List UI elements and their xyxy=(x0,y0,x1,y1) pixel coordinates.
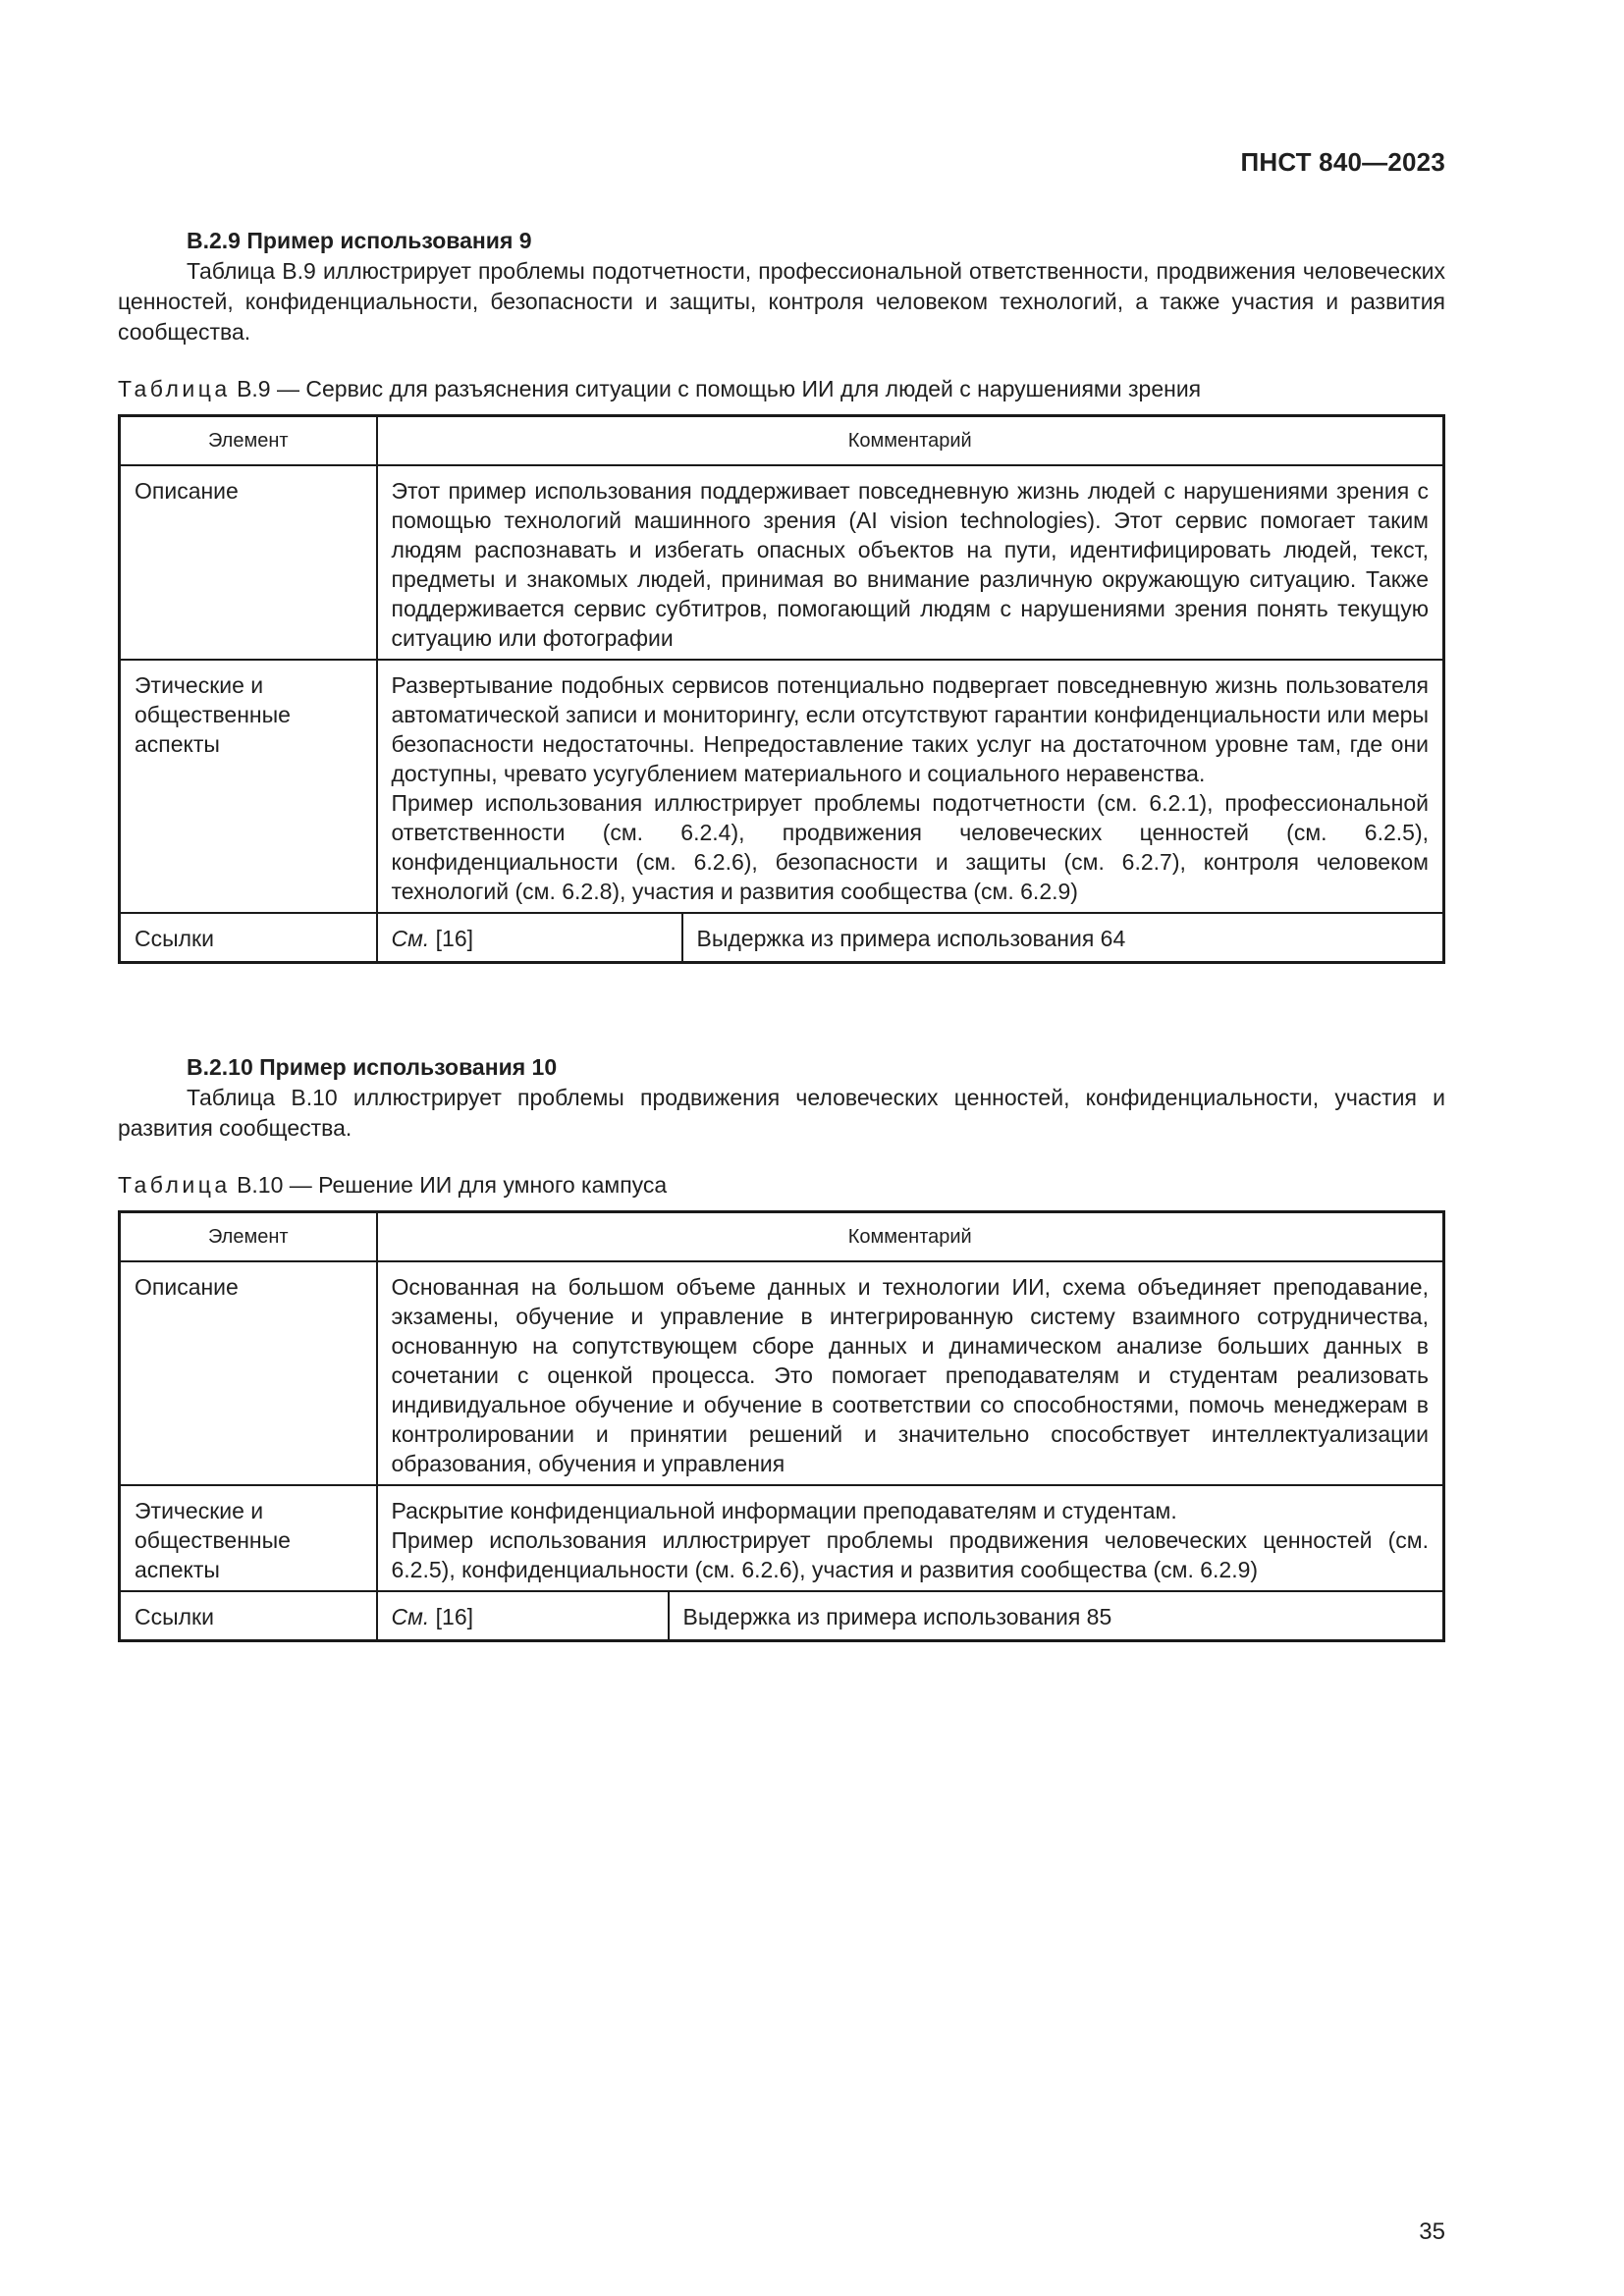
row-label: Ссылки xyxy=(120,1591,377,1641)
references-cell xyxy=(377,913,1444,963)
table-caption xyxy=(118,374,1445,404)
row-paragraph: Развертывание подобных сервисов потенциально подвергает повседневную жизнь пользователя автоматической записи и мониторингу, если отсутствуют гарантии конфиденциальности или меры безопасности недостаточны. Непредоставление таких услуг на достаточном уровне там, где они доступны, чревато усугублением материального и социального неравенства. xyxy=(391,672,1429,786)
table-caption-label: Таблица xyxy=(118,376,231,401)
section-intro: Таблица В.10 иллюстрирует проблемы продвижения человеческих ценностей, конфиденциальности, участия и развития сообщества. xyxy=(118,1085,1445,1141)
row-text xyxy=(377,1485,1444,1591)
reference-note: Выдержка из примера использования 85 xyxy=(669,1592,1443,1639)
reference-see: См. xyxy=(391,1604,430,1629)
row-label: Ссылки xyxy=(120,913,377,963)
table-row xyxy=(120,660,1444,913)
col-header-comment: Комментарий xyxy=(377,1212,1444,1262)
row-label: Этические и общественные аспекты xyxy=(120,1485,377,1591)
table-caption xyxy=(118,1170,1445,1201)
reference-source xyxy=(378,914,682,961)
section-heading: В.2.10 Пример использования 10 xyxy=(187,1054,558,1080)
row-label: Описание xyxy=(120,465,377,660)
page-number: 35 xyxy=(1419,2218,1445,2245)
section-b-2-10 xyxy=(118,1052,1445,1642)
table-row xyxy=(120,1261,1444,1485)
row-text: Основанная на большом объеме данных и технологии ИИ, схема объединяет преподавание, экзамены, обучение и управление в интегрированную систему взаимного сотрудничества, основанную на сопутствующем сборе данных и динамическом анализе больших данных в сочетании с оценкой процесса. Это помогает преподавателям и студентам реализовать индивидуальное обучение и обучение в соответствии со способностями, помочь менеджерам в контролировании и принятии решений и значительно способствует интеллектуализации образования, обучения и управления xyxy=(377,1261,1444,1485)
document-id: ПНСТ 840—2023 xyxy=(1240,147,1445,177)
table-row xyxy=(120,465,1444,660)
reference-number: [16] xyxy=(435,926,474,951)
table-header-row xyxy=(120,1212,1444,1262)
references-cell xyxy=(377,1591,1444,1641)
table-caption-text: В.9 — Сервис для разъяснения ситуации с помощью ИИ для людей с нарушениями зрения xyxy=(237,376,1202,401)
table-row xyxy=(120,913,1444,963)
reference-number: [16] xyxy=(435,1604,474,1629)
row-paragraph: Пример использования иллюстрирует проблемы подотчетности (см. 6.2.1), профессиональной ответственности (см. 6.2.4), продвижения человеческих ценностей (см. 6.2.5), конфиденциальности (см. 6.2.6), безопасности и защиты (см. 6.2.7), контроля человеком технологий (см. 6.2.8), участия и развития сообщества (см. 6.2.9) xyxy=(391,790,1429,904)
col-header-element: Элемент xyxy=(120,416,377,466)
table-row xyxy=(120,1485,1444,1591)
table-b10 xyxy=(118,1210,1445,1642)
reference-see: См. xyxy=(391,926,430,951)
col-header-comment: Комментарий xyxy=(377,416,1444,466)
reference-note: Выдержка из примера использования 64 xyxy=(682,914,1443,961)
table-row xyxy=(120,1591,1444,1641)
row-label: Описание xyxy=(120,1261,377,1485)
col-header-element: Элемент xyxy=(120,1212,377,1262)
section-b-2-9 xyxy=(118,226,1445,964)
section-heading: В.2.9 Пример использования 9 xyxy=(187,228,532,253)
table-header-row xyxy=(120,416,1444,466)
table-caption-text: В.10 — Решение ИИ для умного кампуса xyxy=(237,1172,668,1198)
table-b9 xyxy=(118,414,1445,964)
section-intro: Таблица В.9 иллюстрирует проблемы подотчетности, профессиональной ответственности, продвижения человеческих ценностей, конфиденциальности, безопасности и защиты, контроля человеком технологий, а также участия и развития сообщества. xyxy=(118,258,1445,345)
row-text xyxy=(377,660,1444,913)
row-text: Этот пример использования поддерживает повседневную жизнь людей с нарушениями зрения с помощью технологий машинного зрения (AI vision technologies). Этот сервис помогает таким людям распознавать и избегать опасных объектов на пути, идентифицировать людей, текст, предметы и знакомых людей, принимая во внимание различную окружающую ситуацию. Также поддерживается сервис субтитров, помогающий людям с нарушениями зрения понять текущую ситуацию или фотографии xyxy=(377,465,1444,660)
row-label: Этические и общественные аспекты xyxy=(120,660,377,913)
row-paragraph: Пример использования иллюстрирует проблемы продвижения человеческих ценностей (см. 6.2.5), конфиденциальности (см. 6.2.6), участия и развития сообщества (см. 6.2.9) xyxy=(391,1527,1429,1582)
table-caption-label: Таблица xyxy=(118,1172,231,1198)
row-paragraph: Раскрытие конфиденциальной информации преподавателям и студентам. xyxy=(391,1498,1177,1523)
reference-source xyxy=(378,1592,669,1639)
